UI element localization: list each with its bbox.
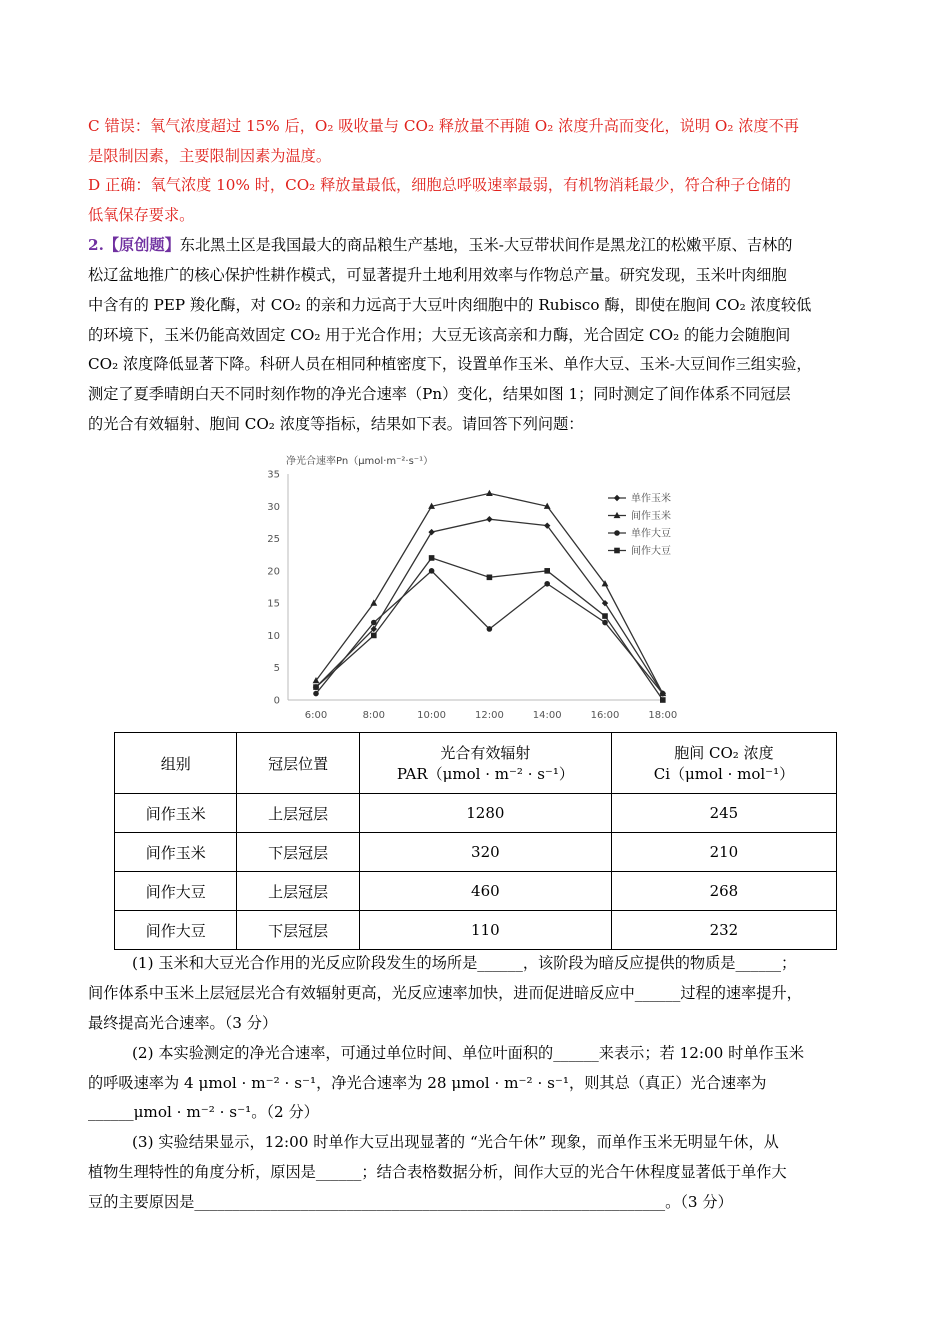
question-2-stem-line-2: 松辽盆地推广的核心保护性耕作模式，可显著提升土地利用效率与作物总产量。研究发现，玉米叶肉细胞 <box>88 266 787 284</box>
option-d-line-2: 低氧保存要求。 <box>88 206 195 224</box>
legend-marker <box>614 530 620 536</box>
cell-group: 间作大豆 <box>115 911 237 950</box>
cell-par: 110 <box>359 911 611 950</box>
data-point <box>313 691 319 697</box>
cell-canopy: 下层冠层 <box>237 833 359 872</box>
cell-ci: 245 <box>611 794 836 833</box>
table-row <box>115 872 837 911</box>
cell-group: 间作大豆 <box>115 872 237 911</box>
data-point <box>660 691 666 697</box>
header-par-line-1: 光合有效辐射 <box>440 744 531 762</box>
x-tick-label: 16:00 <box>590 710 620 721</box>
figure-1-line-chart <box>260 452 690 727</box>
y-tick-label: 30 <box>267 501 280 513</box>
cell-canopy: 下层冠层 <box>237 911 359 950</box>
series-line-1 <box>316 519 663 693</box>
cell-ci: 268 <box>611 872 836 911</box>
data-point <box>313 684 319 690</box>
x-tick-label: 12:00 <box>474 710 504 721</box>
series-line-3 <box>316 571 663 694</box>
header-par-line-2: PAR（μmol · m⁻² · s⁻¹） <box>396 765 574 783</box>
data-point <box>429 555 435 561</box>
cell-ci: 232 <box>611 911 836 950</box>
table-row <box>115 794 837 833</box>
header-ci-line-2: Ci（μmol · mol⁻¹） <box>653 765 795 783</box>
data-point <box>544 568 550 574</box>
legend-marker <box>614 495 620 501</box>
sub-question-1-line-3: 最终提高光合速率。（3 分） <box>88 1014 278 1032</box>
x-tick-label: 6:00 <box>304 710 328 721</box>
question-2-stem-line-7: 的光合有效辐射、胞间 CO₂ 浓度等指标，结果如下表。请回答下列问题： <box>88 415 584 433</box>
question-2-stem-line-3: 中含有的 PEP 羧化酶，对 CO₂ 的亲和力远高于大豆叶肉细胞中的 Rubisco 酶，即使在胞间 CO₂ 浓度较低 <box>88 296 812 314</box>
sub-question-1-line-2: 间作体系中玉米上层冠层光合有效辐射更高，光反应速率加快，进而促进暗反应中______过程的速率提升， <box>88 984 802 1002</box>
option-d-line-1: D 正确：氧气浓度 10% 时，CO₂ 释放量最低，细胞总呼吸速率最弱，有机物消耗最少，符合种子仓储的 <box>88 176 791 194</box>
table-header-row <box>115 733 837 794</box>
y-tick-label: 25 <box>267 534 280 546</box>
legend-label: 单作大豆 <box>631 528 671 540</box>
x-tick-label: 8:00 <box>362 710 386 721</box>
data-point <box>371 620 377 626</box>
y-tick-label: 10 <box>267 630 280 642</box>
cell-group: 间作玉米 <box>115 833 237 872</box>
data-point <box>660 697 666 703</box>
question-2-stem-line-5: CO₂ 浓度降低显著下降。科研人员在相同种植密度下，设置单作玉米、单作大豆、玉米-大豆间作三组实验， <box>88 355 812 373</box>
x-tick-label: 18:00 <box>648 710 678 721</box>
question-2-label: 2.【原创题】 <box>88 236 180 254</box>
y-tick-label: 20 <box>267 566 280 578</box>
x-tick-label: 10:00 <box>417 710 447 721</box>
table-row <box>115 833 837 872</box>
sub-question-2-line-3: ______μmol · m⁻² · s⁻¹。（2 分） <box>88 1103 319 1121</box>
sub-question-3-line-2: 植物生理特性的角度分析，原因是______；结合表格数据分析，间作大豆的光合午休程度显著低于单作大 <box>88 1163 787 1181</box>
chart-title: 净光合速率Pn（μmol·m⁻²·s⁻¹） <box>286 456 434 467</box>
data-point <box>544 581 550 587</box>
header-ci <box>611 733 836 794</box>
data-point <box>429 568 435 574</box>
cell-canopy: 上层冠层 <box>237 794 359 833</box>
data-point <box>371 633 377 639</box>
option-c-line-1: C 错误：氧气浓度超过 15% 后，O₂ 吸收量与 CO₂ 释放量不再随 O₂ 浓度升高而变化，说明 O₂ 浓度不再 <box>88 117 799 135</box>
question-2-stem-line-6: 测定了夏季晴朗白天不同时刻作物的净光合速率（Pn）变化，结果如图 1；同时测定了间作体系不同冠层 <box>88 385 791 403</box>
data-point <box>487 626 493 632</box>
header-ci-line-1: 胞间 CO₂ 浓度 <box>674 744 774 762</box>
sub-question-2-line-2: 的呼吸速率为 4 μmol · m⁻² · s⁻¹，净光合速率为 28 μmol · m⁻² · s⁻¹，则其总（真正）光合速率为 <box>88 1074 767 1092</box>
x-tick-label: 14:00 <box>532 710 562 721</box>
cell-par: 460 <box>359 872 611 911</box>
y-tick-label: 5 <box>273 663 280 675</box>
question-2-stem-line-1 <box>88 235 868 255</box>
option-c-line-2: 是限制因素，主要限制因素为温度。 <box>88 147 331 165</box>
data-point <box>370 600 377 606</box>
sub-question-3-line-3: 豆的主要原因是______________________________________________________________。（3 分） <box>88 1193 733 1211</box>
legend-marker <box>614 548 620 554</box>
header-par <box>359 733 611 794</box>
header-canopy: 冠层位置 <box>237 733 359 794</box>
cell-group: 间作玉米 <box>115 794 237 833</box>
cell-canopy: 上层冠层 <box>237 872 359 911</box>
cell-par: 1280 <box>359 794 611 833</box>
sub-question-3-line-1: (3) 实验结果显示，12:00 时单作大豆出现显著的 “光合午休” 现象，而单作玉米无明显午休，从 <box>132 1133 779 1151</box>
data-point <box>486 490 493 496</box>
legend-label: 间作大豆 <box>631 546 671 557</box>
question-2-stem-line-4: 的环境下，玉米仍能高效固定 CO₂ 用于光合作用；大豆无该高亲和力酶，光合固定 CO₂ 的能力会随胞间 <box>88 326 791 344</box>
cell-par: 320 <box>359 833 611 872</box>
canopy-data-table <box>114 732 837 950</box>
legend-label: 间作玉米 <box>631 511 671 522</box>
question-2-intro: 东北黑土区是我国最大的商品粮生产基地，玉米-大豆带状间作是黑龙江的松嫩平原、吉林的 <box>179 236 793 254</box>
sub-question-1-line-1: (1) 玉米和大豆光合作用的光反应阶段发生的场所是______，该阶段为暗反应提供的物质是______； <box>132 954 797 972</box>
data-point <box>602 613 608 619</box>
header-group: 组别 <box>115 733 237 794</box>
chart-svg <box>260 452 690 727</box>
y-tick-label: 0 <box>273 695 280 707</box>
data-point <box>602 620 608 626</box>
sub-question-2-line-1: (2) 本实验测定的净光合速率，可通过单位时间、单位叶面积的______来表示；若 12:00 时单作玉米 <box>132 1044 805 1062</box>
table-row <box>115 911 837 950</box>
legend-label: 单作玉米 <box>631 493 671 505</box>
cell-ci: 210 <box>611 833 836 872</box>
y-tick-label: 15 <box>267 598 280 610</box>
y-tick-label: 35 <box>267 469 280 481</box>
data-point <box>487 575 493 581</box>
data-point <box>486 516 492 522</box>
series-line-2 <box>316 493 663 693</box>
data-point <box>428 529 434 535</box>
